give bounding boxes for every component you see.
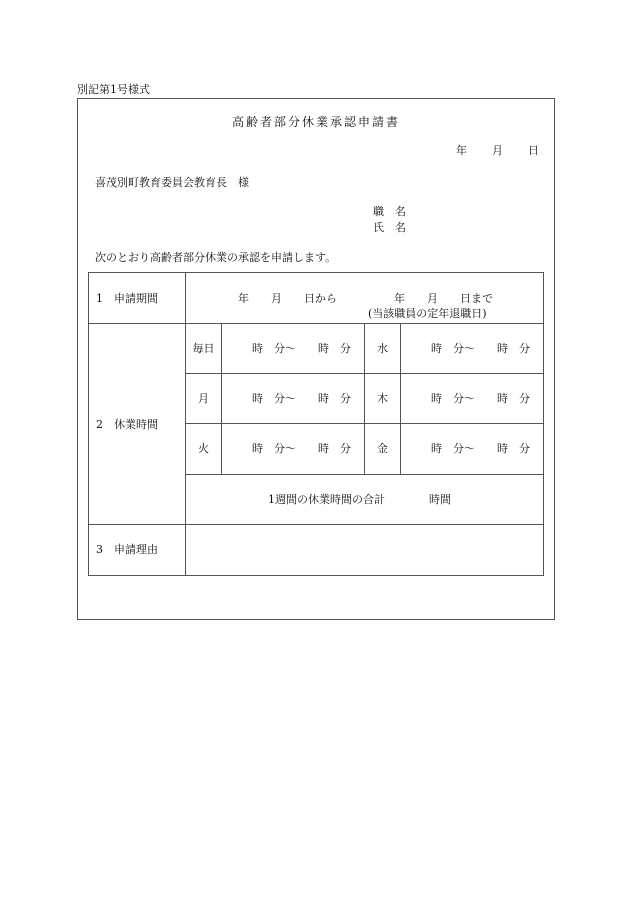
date-day: 日 xyxy=(528,144,539,157)
time-range: 時 分～ 時 分 xyxy=(431,392,530,405)
date-month: 月 xyxy=(492,144,503,157)
form-title: 高齢者部分休業承認申請書 xyxy=(231,115,400,129)
applicant-name-label: 氏 名 xyxy=(373,221,406,234)
period-to: 年 月 日まで xyxy=(394,292,493,305)
applicant-position-label: 職 名 xyxy=(373,205,406,218)
row-separator xyxy=(185,474,544,475)
table-border-top xyxy=(88,272,544,273)
period-note: (当該職員の定年退職日) xyxy=(368,307,487,320)
day-label-every-day: 毎日 xyxy=(192,342,215,355)
reason-field[interactable] xyxy=(186,525,543,575)
day-label-monday: 月 xyxy=(198,392,209,405)
time-range: 時 分～ 時 分 xyxy=(431,342,530,355)
addressee: 喜茂別町教育委員会教育長 様 xyxy=(95,176,249,189)
day-label-wednesday: 水 xyxy=(377,342,388,355)
time-range: 時 分～ 時 分 xyxy=(252,442,351,455)
day-label-friday: 金 xyxy=(377,442,388,455)
time-range: 時 分～ 時 分 xyxy=(252,342,351,355)
row-label-leave-time: 2 休業時間 xyxy=(96,418,158,431)
time-range: 時 分～ 時 分 xyxy=(252,392,351,405)
date-year: 年 xyxy=(456,144,467,157)
day-label-tuesday: 火 xyxy=(198,442,209,455)
row-separator xyxy=(88,323,544,324)
period-from: 年 月 日から xyxy=(238,292,337,305)
time-range: 時 分～ 時 分 xyxy=(431,442,530,455)
table-border-bottom xyxy=(88,575,544,576)
form-label: 別記第1号様式 xyxy=(77,83,150,96)
day-label-thursday: 木 xyxy=(377,392,388,405)
column-divider xyxy=(400,323,401,474)
weekly-total: 1週間の休業時間の合計 時間 xyxy=(268,493,451,506)
row-label-reason: 3 申請理由 xyxy=(96,543,158,556)
row-label-period: 1 申請期間 xyxy=(96,292,158,305)
column-divider xyxy=(221,323,222,474)
intro-text: 次のとおり高齢者部分休業の承認を申請します。 xyxy=(95,251,337,264)
table-border-left xyxy=(88,272,89,575)
